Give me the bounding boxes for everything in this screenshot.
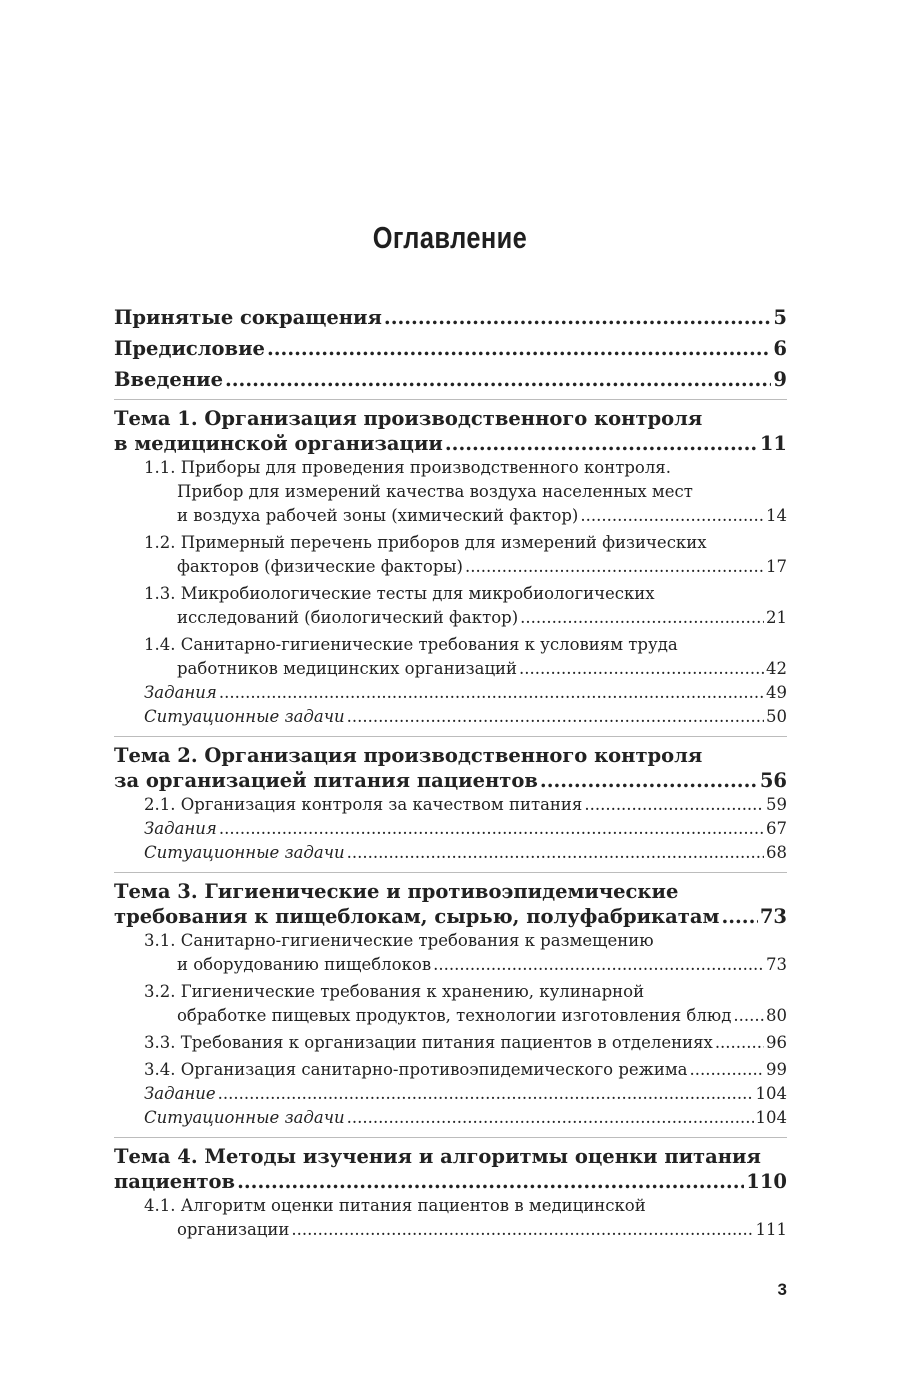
topic-title[interactable]: пациентов ..... 110	[114, 1169, 787, 1194]
toc-extra-entry[interactable]: Задания ..... 49	[144, 681, 787, 705]
toc-subentry[interactable]: 3.4. Организация санитарно-противоэпидемического режима ..... 99	[144, 1058, 787, 1082]
topic-title[interactable]: Тема 4. Методы изучения и алгоритмы оценки питания	[114, 1145, 761, 1168]
divider	[114, 872, 787, 873]
topic-title[interactable]: Тема 3. Гигиенические и противоэпидемические	[114, 880, 679, 903]
topic-section	[114, 743, 787, 865]
toc-entry-front[interactable]: Введение ..... 9	[114, 367, 787, 392]
toc-entry-front[interactable]: Принятые сокращения ..... 5	[114, 305, 787, 330]
divider	[114, 1137, 787, 1138]
toc-subentry[interactable]: 1.2. Примерный перечень приборов для измерений физических факторов (физические факторы) ..... 17	[144, 531, 787, 579]
table-of-contents	[114, 305, 787, 1242]
topic-section	[114, 879, 787, 1130]
topic-title[interactable]: в медицинской организации ..... 11	[114, 431, 787, 456]
toc-extra-entry[interactable]: Задание ..... 104	[144, 1082, 787, 1106]
topic-section	[114, 1144, 787, 1242]
page-number: 3	[777, 1280, 787, 1299]
toc-extra-entry[interactable]: Ситуационные задачи ..... 68	[144, 841, 787, 865]
topic-title[interactable]: Тема 1. Организация производственного контроля	[114, 407, 703, 430]
toc-subentry[interactable]: 3.1. Санитарно-гигиенические требования к размещению и оборудованию пищеблоков ..... 73	[144, 929, 787, 977]
toc-subentry[interactable]: 4.1. Алгоритм оценки питания пациентов в медицинской организации ..... 111	[144, 1194, 787, 1242]
toc-subentry[interactable]: 3.3. Требования к организации питания пациентов в отделениях ..... 96	[144, 1031, 787, 1055]
toc-subentry[interactable]: 2.1. Организация контроля за качеством питания ..... 59	[144, 793, 787, 817]
toc-subentry[interactable]: 1.3. Микробиологические тесты для микробиологических исследований (биологический фактор) ..... 21	[144, 582, 787, 630]
page-title: Оглавление	[372, 220, 528, 255]
toc-subentry[interactable]: 3.2. Гигиенические требования к хранению, кулинарной обработке пищевых продуктов, технологии изготовления блюд ..... 80	[144, 980, 787, 1028]
toc-entry-front[interactable]: Предисловие ..... 6	[114, 336, 787, 361]
divider	[114, 399, 787, 400]
toc-extra-entry[interactable]: Ситуационные задачи ..... 50	[144, 705, 787, 729]
toc-extra-entry[interactable]: Задания ..... 67	[144, 817, 787, 841]
divider	[114, 736, 787, 737]
toc-subentry[interactable]: 1.1. Приборы для проведения производственного контроля. Прибор для измерений качества воздуха населенных мест и воздуха рабочей зоны (химический фактор) ..... 14	[144, 456, 787, 528]
topic-title[interactable]: требования к пищеблокам, сырью, полуфабрикатам ..... 73	[114, 904, 787, 929]
topic-title[interactable]: Тема 2. Организация производственного контроля	[114, 744, 703, 767]
topic-section	[114, 406, 787, 729]
toc-subentry[interactable]: 1.4. Санитарно-гигиенические требования к условиям труда работников медицинских организаций ..... 42	[144, 633, 787, 681]
topic-title[interactable]: за организацией питания пациентов ..... 56	[114, 768, 787, 793]
toc-extra-entry[interactable]: Ситуационные задачи ..... 104	[144, 1106, 787, 1130]
